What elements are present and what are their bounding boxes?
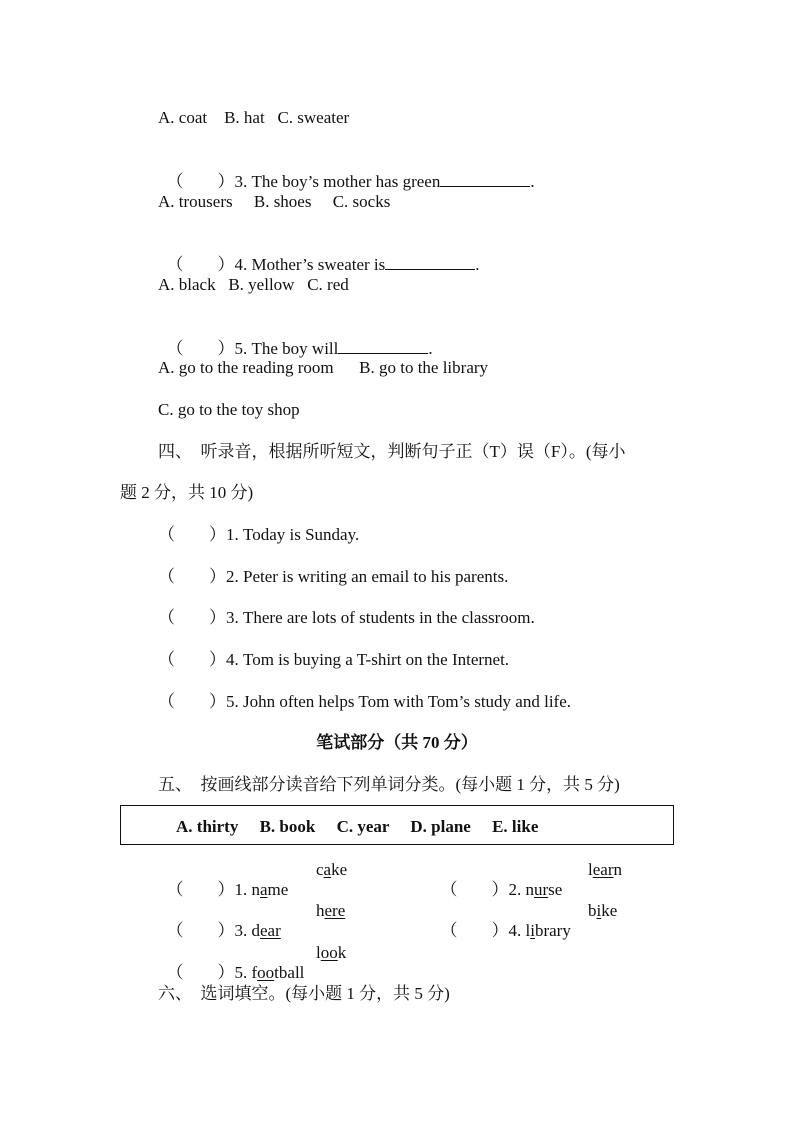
options-box-text: A. thirty B. book C. year D. plane E. like (176, 817, 539, 836)
question-text: 5. The boy will (234, 339, 339, 358)
answer-blank[interactable] (385, 253, 475, 270)
tf-item (158, 525, 359, 545)
word-1: dear (251, 921, 281, 940)
phonics-item-3 (158, 901, 281, 941)
answer-paren[interactable]: （ ） (166, 172, 235, 191)
q4-options: A. black B. yellow C. red (158, 275, 349, 294)
tf-item (158, 608, 535, 628)
q5-options-line-2: C. go to the toy shop (158, 400, 300, 419)
tf-item (158, 650, 509, 670)
item-number: 5. (234, 963, 252, 982)
answer-paren[interactable]: （ ） (158, 608, 226, 627)
tf-item (158, 567, 508, 587)
item-number: 4. (508, 921, 526, 940)
question-4 (158, 233, 480, 275)
q3-options: A. trousers B. shoes C. socks (158, 192, 391, 211)
item-text: 3. There are lots of students in the classroom. (226, 608, 535, 627)
item-text: 5. John often helps Tom with Tom’s study and life. (226, 692, 572, 711)
answer-blank[interactable] (338, 337, 428, 354)
q5-options-line-1: A. go to the reading room B. go to the library (158, 358, 489, 377)
question-3 (158, 150, 535, 192)
answer-paren[interactable]: （ ） (158, 525, 226, 544)
word-2: look (316, 943, 347, 962)
phonics-item-5 (158, 943, 304, 983)
item-text: 4. Tom is buying a T-shirt on the Internet. (226, 650, 510, 669)
item-number: 3. (234, 921, 252, 940)
word-2: cake (316, 860, 348, 879)
answer-blank[interactable] (440, 170, 530, 187)
question-end: . (428, 339, 433, 358)
q2-options: A. coat B. hat C. sweater (158, 108, 350, 127)
question-5 (158, 317, 433, 359)
section-6-heading: 六、 选词填空。(每小题 1 分，共 5 分) (158, 984, 450, 1003)
written-part-title: 笔试部分（共 70 分） (316, 733, 478, 752)
question-end: . (530, 172, 535, 191)
question-text: 3. The boy’s mother has green (234, 172, 441, 191)
question-end: . (475, 255, 480, 274)
phonics-item-2 (432, 860, 562, 900)
tf-item (158, 692, 571, 712)
item-text: 1. Today is Sunday. (226, 525, 360, 544)
word-2: learn (588, 860, 622, 879)
answer-paren[interactable]: （ ） (158, 650, 226, 669)
question-text: 4. Mother’s sweater is (234, 255, 386, 274)
section-4-heading-cont: 题 2 分，共 10 分) (120, 483, 254, 502)
answer-paren[interactable]: （ ） (166, 921, 235, 940)
word-1: library (525, 921, 571, 940)
answer-paren[interactable]: （ ） (166, 339, 235, 358)
section-4-heading: 四、 听录音，根据所听短文，判断句子正（T）误（F）。(每小 (158, 442, 626, 461)
word-1: name (251, 880, 289, 899)
answer-paren[interactable]: （ ） (440, 880, 509, 899)
word-1: nurse (525, 880, 563, 899)
word-2: bike (588, 901, 618, 920)
word-2: here (316, 901, 346, 920)
phonics-item-1 (158, 860, 288, 900)
item-number: 2. (508, 880, 526, 899)
phonics-item-4 (432, 901, 571, 941)
answer-paren[interactable]: （ ） (166, 255, 235, 274)
word-1: football (251, 963, 305, 982)
answer-paren[interactable]: （ ） (158, 692, 226, 711)
item-text: 2. Peter is writing an email to his parents. (226, 567, 509, 586)
section-5-heading: 五、 按画线部分读音给下列单词分类。(每小题 1 分，共 5 分) (158, 775, 620, 794)
answer-paren[interactable]: （ ） (166, 880, 235, 899)
answer-paren[interactable]: （ ） (166, 963, 235, 982)
answer-paren[interactable]: （ ） (158, 567, 226, 586)
answer-paren[interactable]: （ ） (440, 921, 509, 940)
item-number: 1. (234, 880, 252, 899)
